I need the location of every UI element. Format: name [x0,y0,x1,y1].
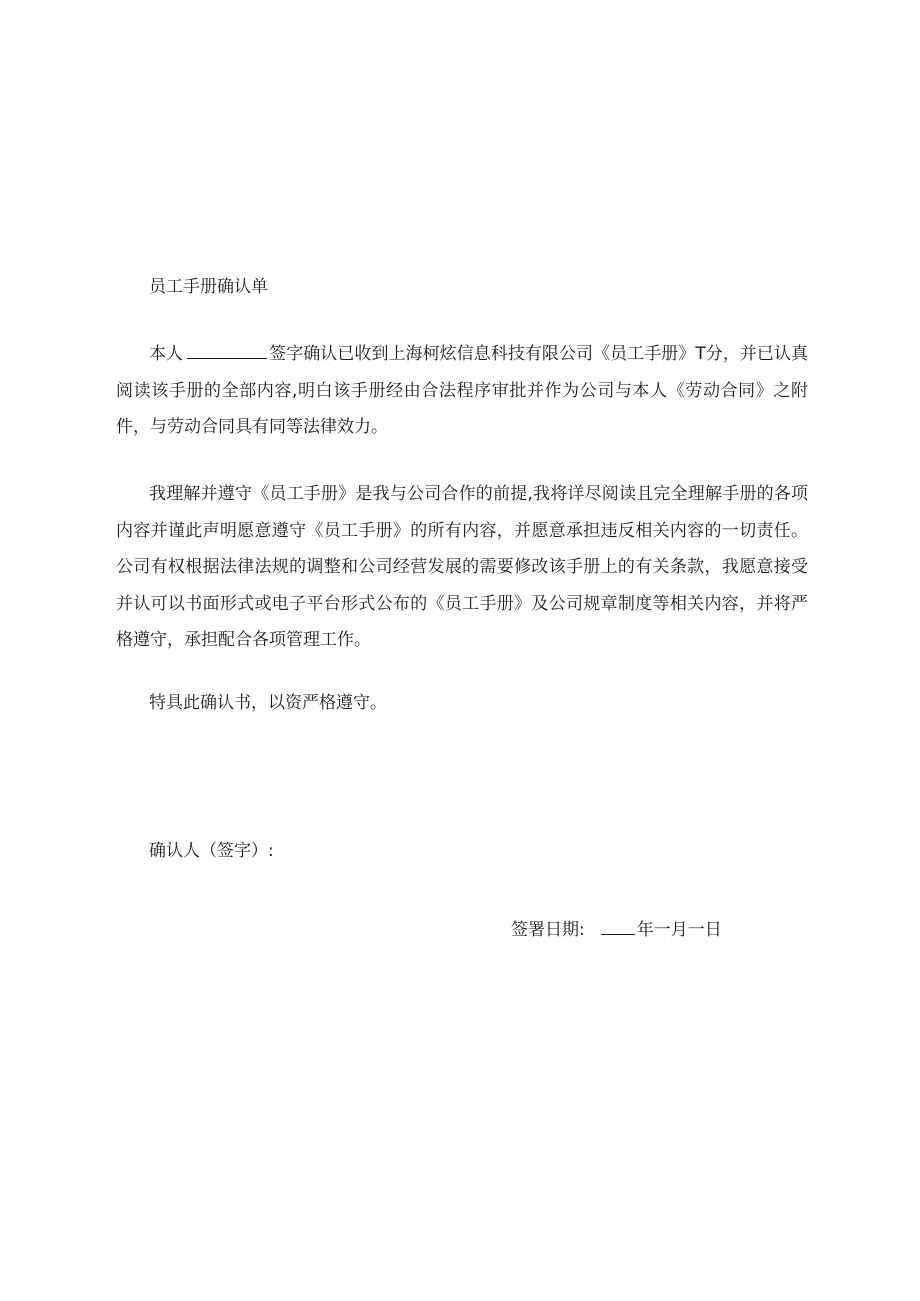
document-title: 员工手册确认单 [149,277,268,297]
paragraph-suffix: 签字确认已收到上海柯炫信息科技有限公司《员工手册》T分，并已认真阅读该手册的全部内容,明白该手册经由合法程序审批并作为公司与本人《劳动合同》之附件，与劳动合同具有同等法律效力。 [116,344,809,437]
paragraph-prefix: 本人 [149,344,184,364]
signing-date [511,917,722,943]
closing-statement: 特具此确认书，以资严格遵守。 [149,693,387,713]
date-suffix: 年一月一日 [636,920,722,940]
acknowledgement-paragraph [116,336,808,446]
compliance-paragraph: 我理解并遵守《员工手册》是我与公司合作的前提,我将详尽阅读且完全理解手册的各项内容并谨此声明愿意遵守《员工手册》的所有内容，并愿意承担违反相关内容的一切责任。公司有权根据法律法规的调整和公司经营发展的需要修改该手册上的有关条款，我愿意接受并认可以书面形式或电子平台形式公布的《员工手册》及公司规章制度等相关内容，并将严格遵守，承担配合各项管理工作。 [116,484,808,650]
signer-label: 确认人（签字）: [149,841,274,861]
name-blank [187,357,267,359]
date-label: 签署日期: [511,920,585,940]
year-blank [601,933,635,935]
